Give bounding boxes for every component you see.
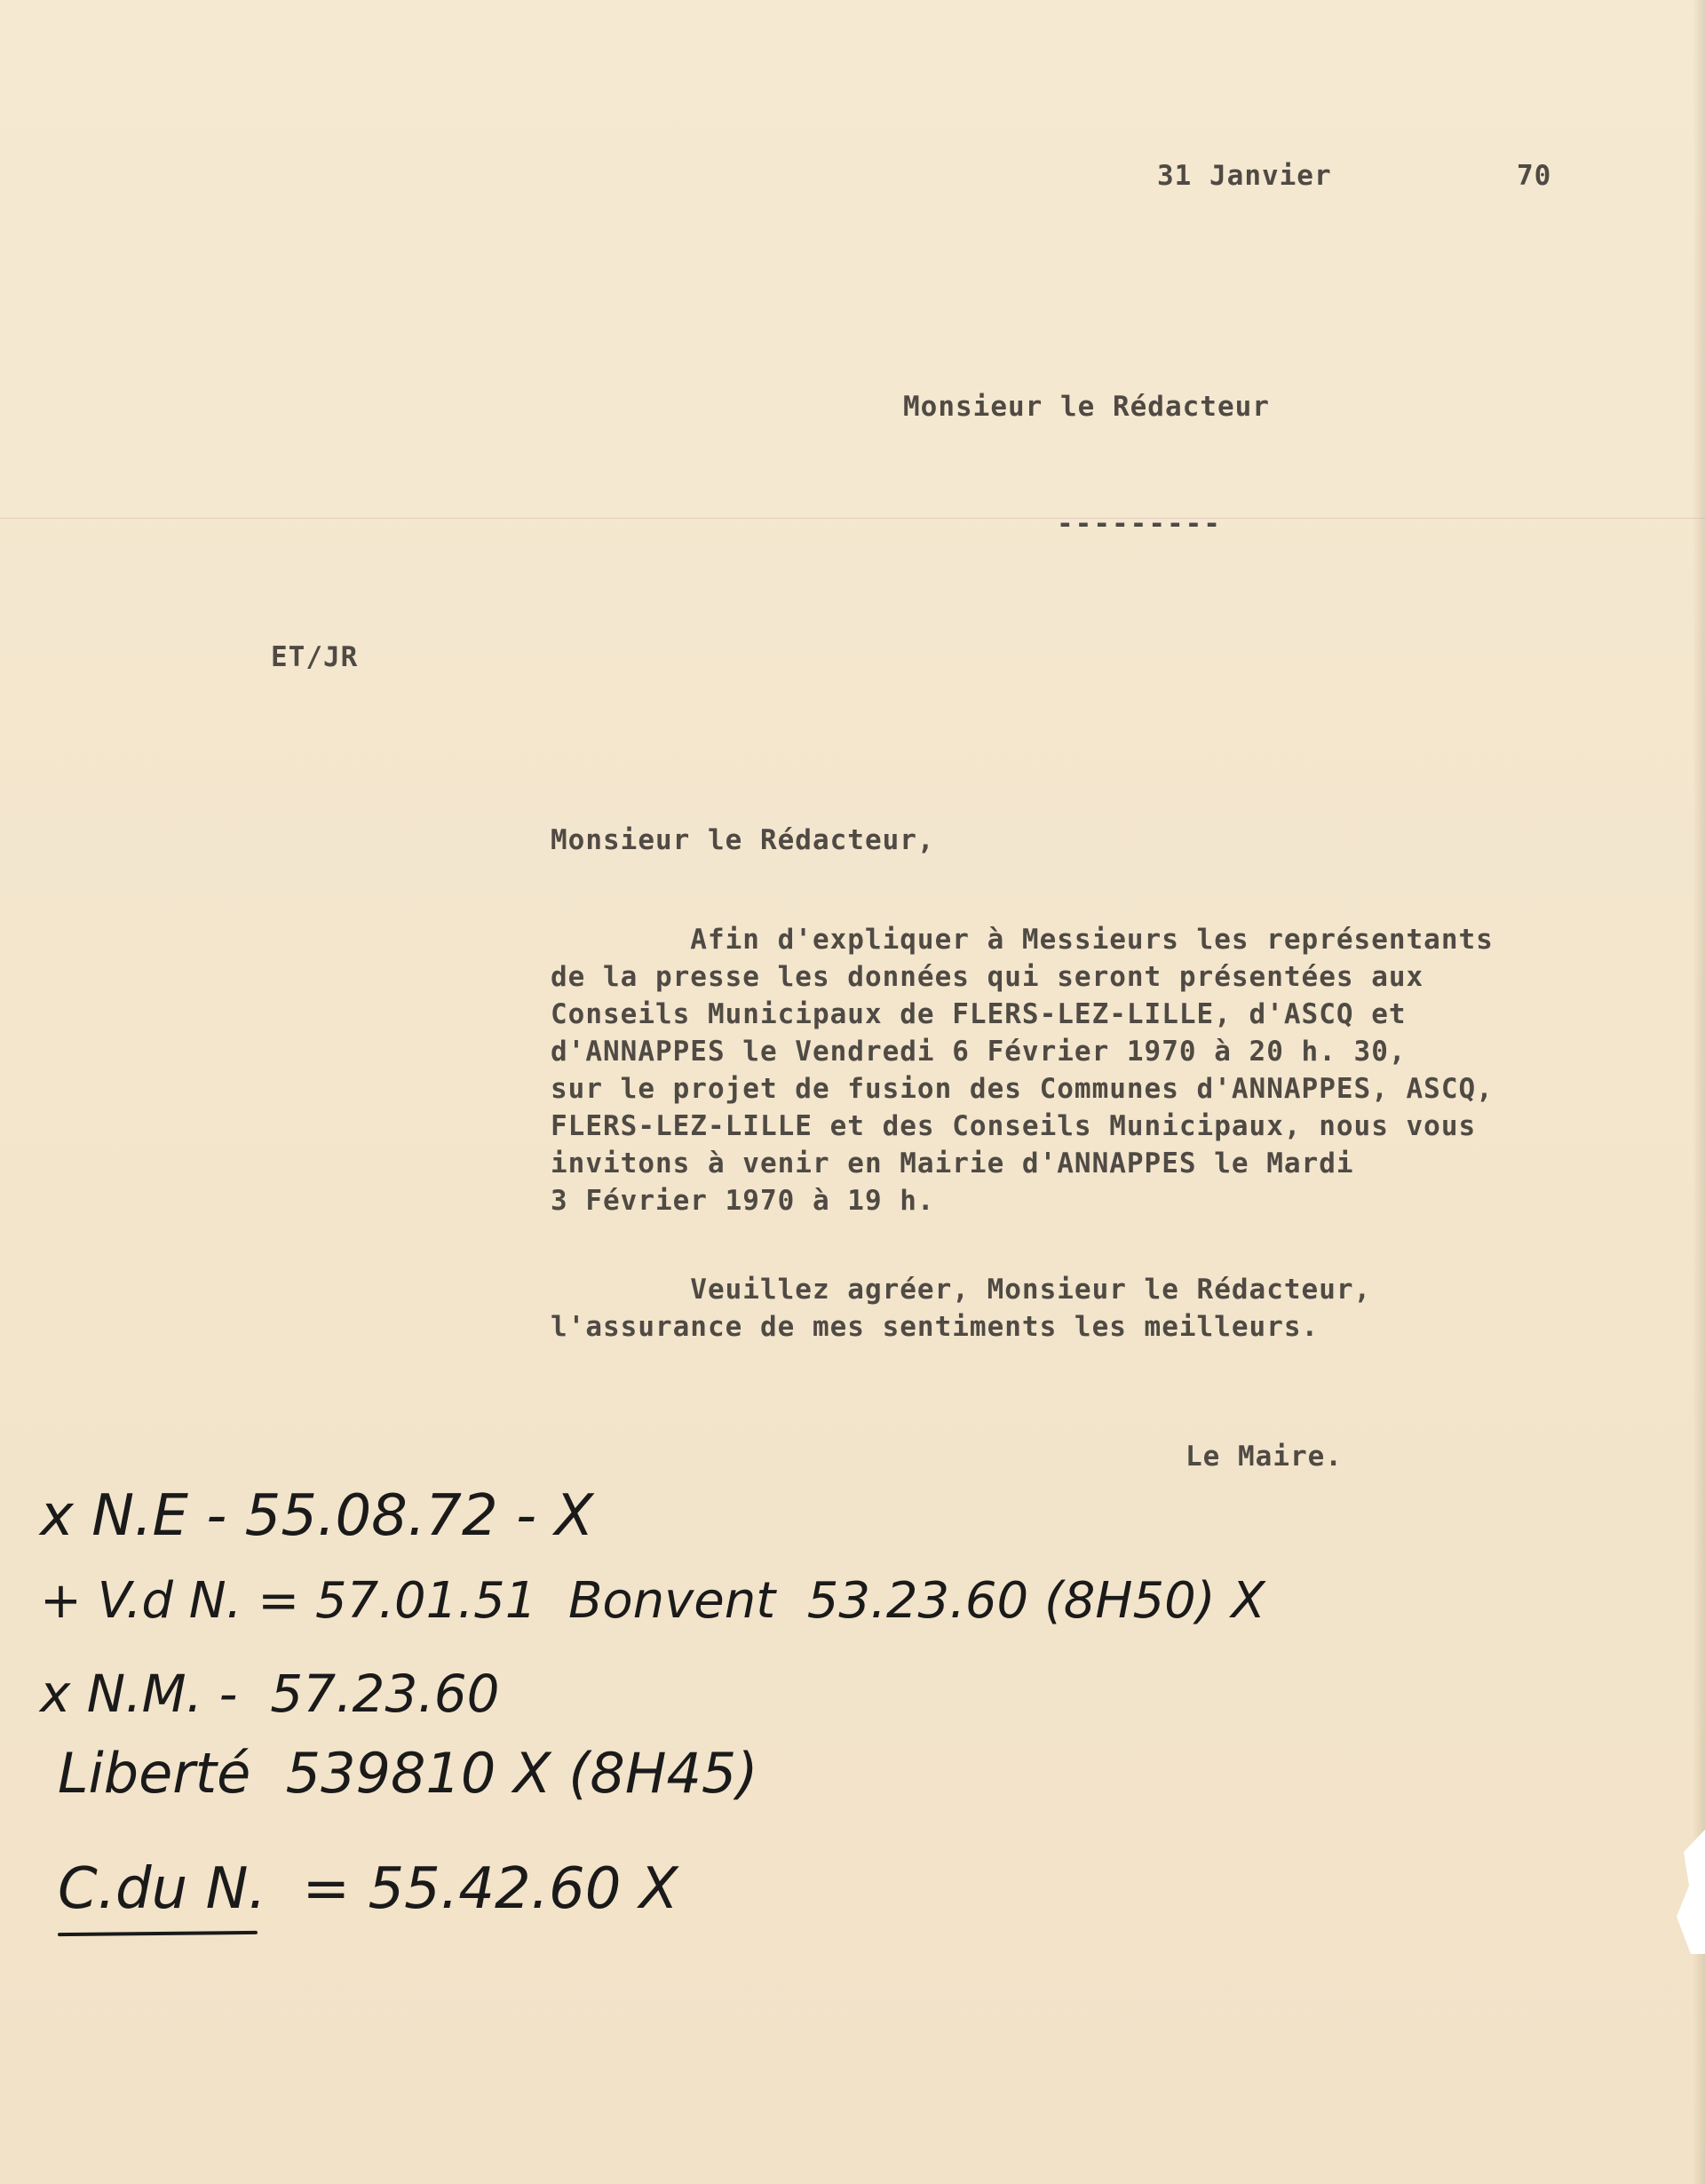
body-line: FLERS-LEZ-LILLE et des Conseils Municipaux, nous vous — [551, 1110, 1477, 1142]
handwritten-note: C.du N. = 55.42.60 X — [58, 1856, 678, 1922]
salutation: Monsieur le Rédacteur, — [551, 824, 935, 856]
separator-dashes: --------- — [1057, 508, 1222, 540]
handwritten-note: + V.d N. = 57.01.51 Bonvent 53.23.60 (8H50) X — [40, 1572, 1265, 1630]
body-line: sur le projet de fusion des Communes d'ANNAPPES, ASCQ, — [551, 1073, 1494, 1105]
handwritten-note: Liberté 539810 X (8H45) — [58, 1741, 758, 1806]
handwritten-underline — [58, 1931, 258, 1936]
faint-ruled-line — [0, 518, 1705, 519]
closing-line: l'assurance de mes sentiments les meilleurs. — [551, 1311, 1320, 1343]
body-line: invitons à venir en Mairie d'ANNAPPES le Mardi — [551, 1148, 1354, 1179]
torn-edge — [1669, 1830, 1705, 1954]
letter-year: 70 — [1517, 160, 1552, 192]
body-line: d'ANNAPPES le Vendredi 6 Février 1970 à 20 h. 30, — [551, 1036, 1407, 1068]
body-line: 3 Février 1970 à 19 h. — [551, 1185, 935, 1217]
letter-addressee: Monsieur le Rédacteur — [903, 391, 1270, 423]
handwritten-note: x N.M. - 57.23.60 — [40, 1664, 500, 1724]
reference-initials: ET/JR — [271, 641, 359, 673]
body-line: Afin d'expliquer à Messieurs les représentants — [551, 924, 1494, 956]
body-line: Conseils Municipaux de FLERS-LEZ-LILLE, d'ASCQ et — [551, 998, 1407, 1030]
closing-line: Veuillez agréer, Monsieur le Rédacteur, — [551, 1274, 1372, 1306]
letter-date: 31 Janvier — [1157, 160, 1332, 192]
body-line: de la presse les données qui seront présentées aux — [551, 961, 1424, 993]
handwritten-note: x N.E - 55.08.72 - X — [40, 1483, 594, 1549]
signature-line: Le Maire. — [1186, 1441, 1343, 1473]
